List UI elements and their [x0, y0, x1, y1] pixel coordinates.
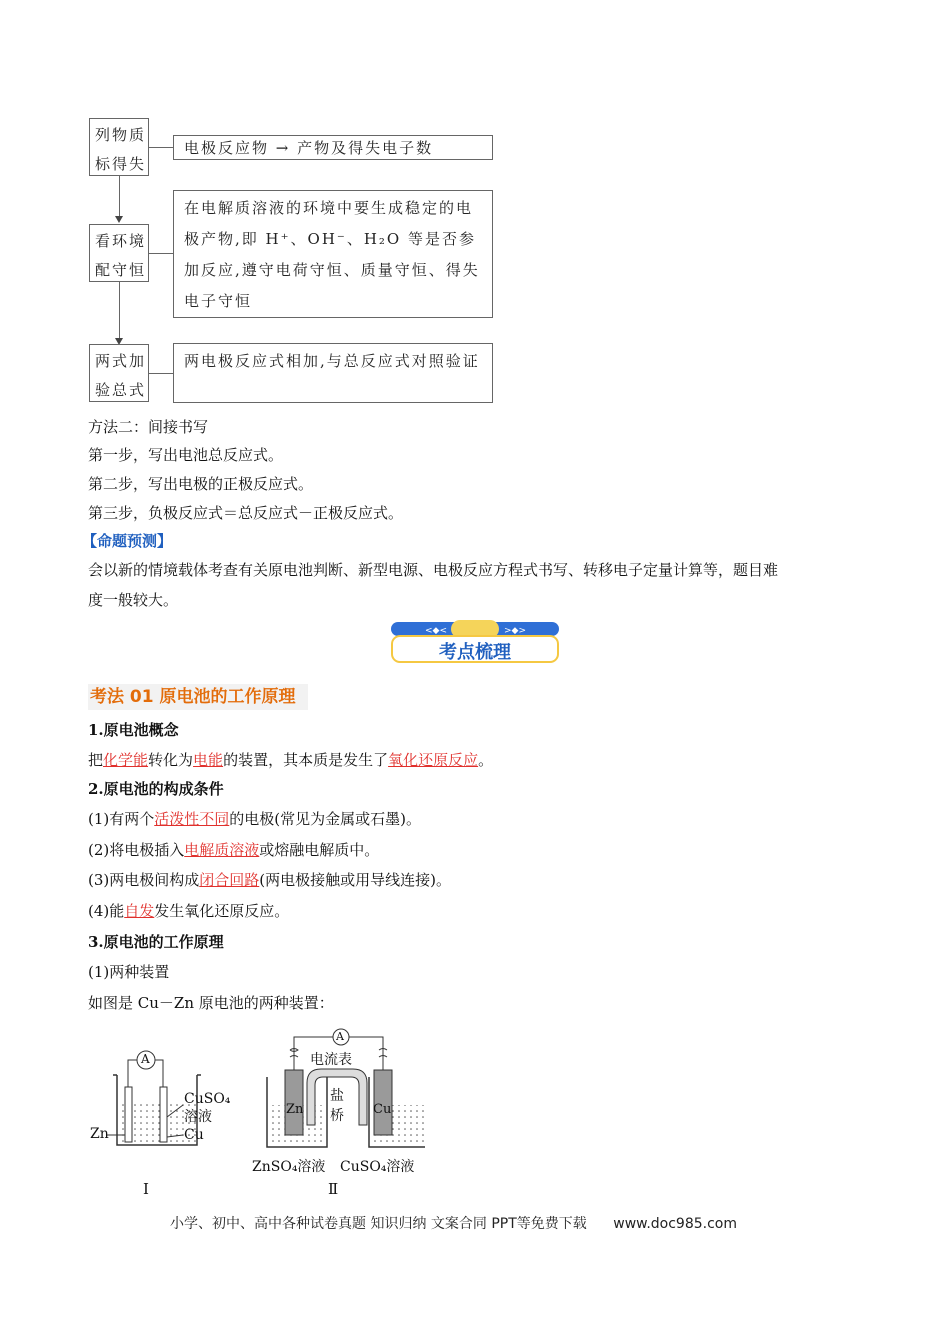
answer: 活泼性不同 — [154, 810, 230, 828]
answer-chemical-energy: 化学能 — [103, 751, 149, 769]
condition-3 — [88, 870, 451, 890]
section-title: 考法 01 原电池的工作原理 — [88, 684, 308, 710]
text: (4)能 — [88, 902, 125, 920]
cell1-zn-label: Zn — [90, 1126, 109, 1142]
cell2-right-solution: CuSO₄溶液 — [340, 1159, 415, 1175]
flow-step-3-desc: 两电极反应式相加,与总反应式对照验证 — [173, 343, 493, 403]
condition-1 — [88, 809, 421, 829]
concept-heading: 1.原电池概念 — [88, 721, 179, 739]
bridge-char-1: 盐 — [330, 1088, 344, 1104]
text: (3)两电极间构成 — [88, 871, 200, 889]
flow-connector — [149, 373, 173, 374]
cell2-ammeter-label: A — [336, 1030, 344, 1043]
cell1-solution-formula: CuSO₄ — [184, 1091, 231, 1107]
flow-step-3-label: 两式加 验总式 — [89, 344, 149, 402]
text: 转化为 — [148, 751, 194, 769]
condition-2 — [88, 840, 379, 860]
answer-redox: 氧化还原反应 — [388, 751, 479, 769]
text: 或熔融电解质中。 — [259, 841, 380, 859]
prediction-text-2: 度一般较大。 — [88, 591, 179, 609]
flow-step-2-desc: 在电解质溶液的环境中要生成稳定的电极产物,即 H⁺、OH⁻、H₂O 等是否参加反应,遵守电荷守恒、质量守恒、得失电子守恒 — [173, 190, 493, 318]
cell1-solution-word: 溶液 — [184, 1109, 212, 1125]
answer: 闭合回路 — [199, 871, 260, 889]
cell1-caption: I — [143, 1180, 149, 1198]
principle-sub: (1)两种装置 — [88, 963, 170, 981]
method2-step1: 第一步，写出电池总反应式。 — [88, 446, 284, 464]
cell1-cu-label: Cu — [184, 1127, 204, 1143]
flow-arrow — [119, 176, 120, 220]
method2-step2: 第二步，写出电极的正极反应式。 — [88, 475, 314, 493]
text: 的装置，其本质是发生了 — [223, 751, 389, 769]
cell1-solution-label — [184, 1090, 230, 1144]
flow-connector — [149, 147, 173, 148]
text: 把 — [88, 751, 104, 769]
bridge-char-2: 桥 — [330, 1108, 344, 1124]
flow-step-2-label: 看环境 配守恒 — [89, 224, 149, 282]
text: (1)有两个 — [88, 810, 155, 828]
answer-electric-energy: 电能 — [193, 751, 224, 769]
cell2-cu-label: Cu — [373, 1102, 392, 1117]
text: 。 — [478, 751, 494, 769]
principle-heading: 3.原电池的工作原理 — [88, 933, 224, 951]
prediction-heading: 【命题预测】 — [82, 532, 173, 550]
banner-label: 考点梳理 — [439, 642, 511, 663]
text: (两电极接触或用导线连接)。 — [259, 871, 451, 889]
conditions-heading: 2.原电池的构成条件 — [88, 780, 224, 798]
cell2-left-solution: ZnSO₄溶液 — [252, 1159, 326, 1175]
flow-connector — [149, 253, 173, 254]
cell1-ammeter-label: A — [141, 1052, 150, 1066]
text: 发生氧化还原反应。 — [154, 902, 290, 920]
cell2-zn-label: Zn — [286, 1102, 304, 1117]
flow-step-1-desc: 电极反应物 → 产物及得失电子数 — [173, 135, 493, 160]
principle-intro: 如图是 Cu－Zn 原电池的两种装置： — [88, 994, 334, 1012]
cell2-caption: Ⅱ — [328, 1180, 339, 1198]
cell-2-diagram — [267, 1029, 425, 1147]
answer: 自发 — [124, 902, 155, 920]
flow-arrowhead — [115, 216, 123, 223]
flow-arrow — [119, 282, 120, 342]
answer: 电解质溶液 — [184, 841, 260, 859]
flow-step-1-label: 列物质 标得失 — [89, 118, 149, 176]
prediction-text-1: 会以新的情境载体考查有关原电池判断、新型电源、电极反应方程式书写、转移电子定量计算等，题目难 — [88, 561, 779, 579]
footer — [170, 1213, 737, 1233]
cell2-bridge-label — [330, 1086, 344, 1126]
condition-4 — [88, 901, 289, 921]
cell2-meter-label: 电流表 — [310, 1052, 352, 1068]
svg-text:<◆<: <◆< — [425, 626, 448, 636]
concept-text — [88, 750, 493, 770]
svg-text:>◆>: >◆> — [504, 626, 527, 636]
footer-text: 小学、初中、高中各种试卷真题 知识归纳 文案合同 PPT等免费下载 — [170, 1216, 587, 1232]
method2-title: 方法二：间接书写 — [88, 418, 209, 436]
section-banner — [389, 620, 561, 664]
text: 的电极(常见为金属或石墨)。 — [229, 810, 421, 828]
method2-step3: 第三步，负极反应式＝总反应式－正极反应式。 — [88, 504, 404, 522]
footer-url[interactable]: www.doc985.com — [613, 1216, 737, 1232]
text: (2)将电极插入 — [88, 841, 185, 859]
